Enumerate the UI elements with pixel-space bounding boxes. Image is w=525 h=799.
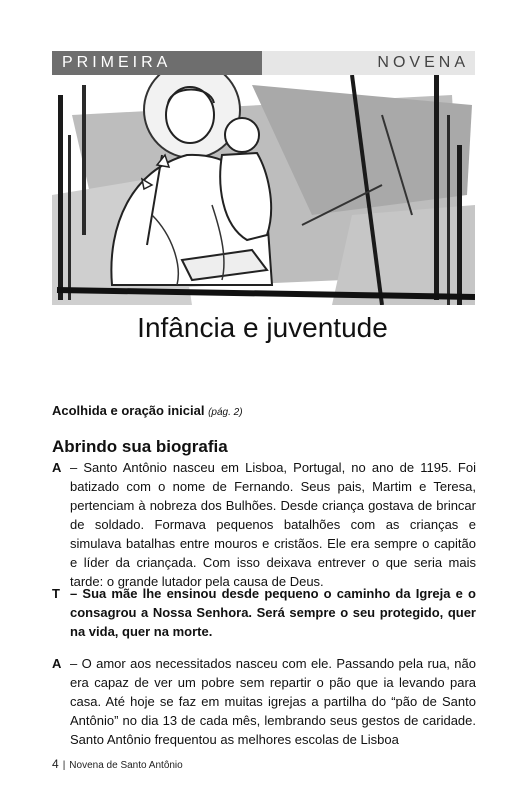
paragraph-text: – Santo Antônio nasceu em Lisboa, Portugal, no ano de 1195. Foi batizado com o nome de Fernando. Seus pais, Martim e Teresa, pertenciam à nobreza dos Bulhões. Desde criança gostava de brincar de soldado. Formava pequenos batalhões com as crianças e simulava batalhas entre mouros e cristãos. Ele era sempre o capitão e líder da criançada. Com isso deixava entrever o que seria mais tarde: o grande lutador pela causa de Deus. [70, 460, 476, 589]
speaker-label: A [52, 460, 62, 475]
header-bar [52, 51, 475, 75]
paragraph [52, 584, 476, 641]
page-footer [52, 757, 183, 771]
welcome-page-ref: (pág. 2) [208, 407, 243, 418]
header-right-label: NOVENA [377, 54, 469, 71]
paragraph [52, 654, 476, 749]
saint-anthony-illustration [52, 75, 475, 305]
paragraph-text: – Sua mãe lhe ensinou desde pequeno o caminho da Igreja e o consagrou a Nossa Senhora. Será sempre o seu protegido, quer na vida, quer na morte. [70, 586, 476, 639]
book-title: Novena de Santo Antônio [69, 760, 183, 771]
page-number: 4 [52, 757, 59, 771]
welcome-text: Acolhida e oração inicial [52, 403, 205, 418]
speaker-label: A [52, 656, 62, 671]
paragraph [52, 458, 476, 591]
speaker-label: T [52, 586, 60, 601]
welcome-heading [52, 403, 243, 418]
header-left-block [52, 51, 262, 75]
header-left-label: PRIMEIRA [62, 54, 172, 71]
footer-separator: | [62, 760, 66, 771]
paragraph-text: – O amor aos necessitados nasceu com ele. Passando pela rua, não era capaz de ver um pobre sem repartir o pão que ia levando para casa. Até hoje se faz em muitas igrejas a partilha do “pão de Santo Antônio” no dia 13 de cada mês, lembrando seus gestos de caridade. Santo Antônio frequentou as melhores escolas de Lisboa [70, 656, 476, 747]
header-right-block [262, 51, 475, 75]
section-title: Abrindo sua biografia [52, 437, 228, 456]
page-title: Infância e juventude [137, 312, 388, 343]
